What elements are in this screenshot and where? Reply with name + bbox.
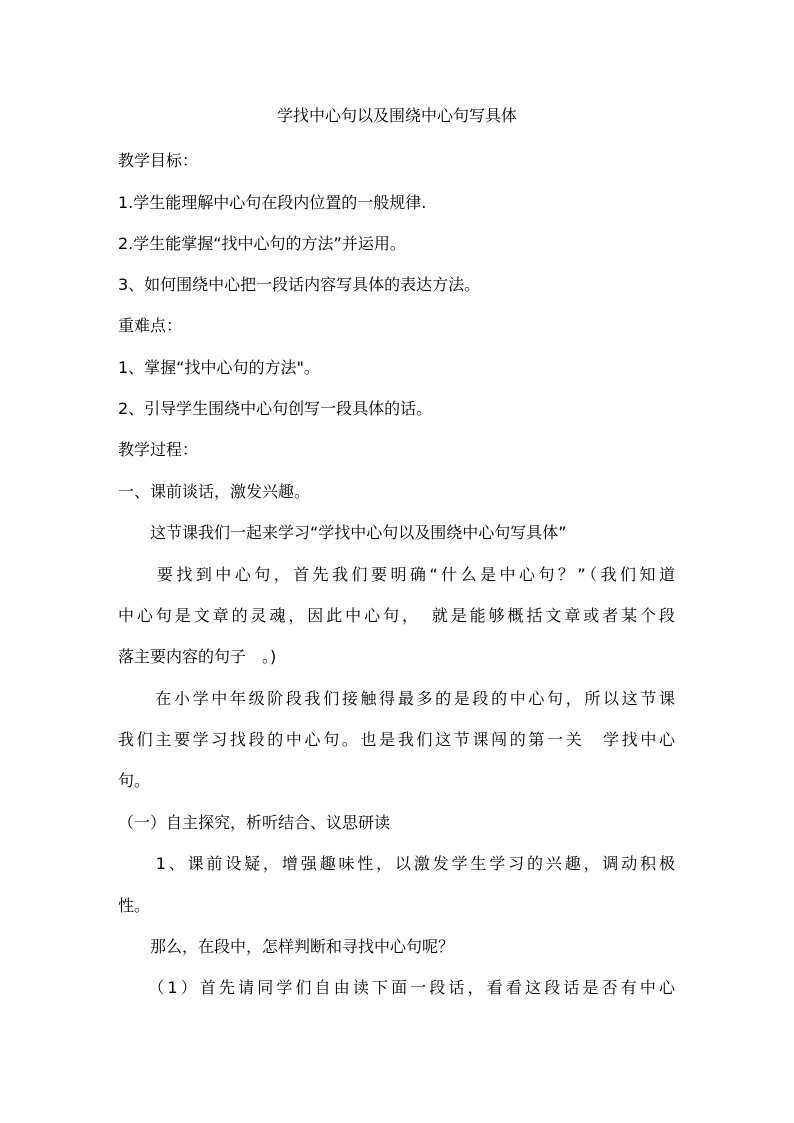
paragraph-line: 我们主要学习找段的中心句。也是我们这节课闯的第一关 学找中心 bbox=[118, 730, 675, 749]
section-heading-objectives: 教学目标： bbox=[118, 151, 199, 170]
paragraph-line: 在小学中年级阶段我们接触得最多的是段的中心句，所以这节课 bbox=[118, 689, 675, 708]
paragraph-line: 句。 bbox=[118, 771, 151, 790]
paragraph-line: 要找到中心句，首先我们要明确“什么是中心句？”（我们知道 bbox=[118, 565, 675, 584]
section-heading-process: 教学过程： bbox=[118, 440, 199, 459]
key-point-item-2: 2、引导学生围绕中心句创写一段具体的话。 bbox=[118, 399, 433, 418]
objective-item-3: 3、如何围绕中心把一段话内容写具体的表达方法。 bbox=[118, 275, 481, 294]
objective-item-2: 2.学生能掌握“找中心句的方法”并运用。 bbox=[118, 234, 406, 253]
subsection-heading: （一）自主探究，析听结合、议思研读 bbox=[118, 813, 391, 832]
paragraph-line: 这节课我们一起来学习“学找中心句以及围绕中心句写具体” bbox=[118, 523, 567, 542]
section-heading-key-points: 重难点： bbox=[118, 316, 183, 335]
document-title: 学找中心句以及围绕中心句写具体 bbox=[276, 106, 517, 125]
paragraph-line: 1、课前设疑，增强趣味性，以激发学生学习的兴趣，调动积极 bbox=[118, 854, 675, 873]
key-point-item-1: 1、掌握“找中心句的方法"。 bbox=[118, 358, 320, 377]
process-step-1-heading: 一、课前谈话，激发兴趣。 bbox=[118, 482, 311, 501]
objective-item-1: 1.学生能理解中心句在段内位置的一般规律. bbox=[118, 193, 427, 212]
paragraph-line: 性。 bbox=[118, 896, 151, 915]
paragraph-line: 那么，在段中，怎样判断和寻找中心句呢？ bbox=[118, 937, 455, 956]
paragraph-line: 中心句是文章的灵魂，因此中心句， 就是能够概括文章或者某个段 bbox=[118, 606, 675, 625]
paragraph-line: 落主要内容的句子 。) bbox=[118, 647, 277, 666]
paragraph-line: （1）首先请同学们自由读下面一段话，看看这段话是否有中心 bbox=[118, 978, 675, 997]
